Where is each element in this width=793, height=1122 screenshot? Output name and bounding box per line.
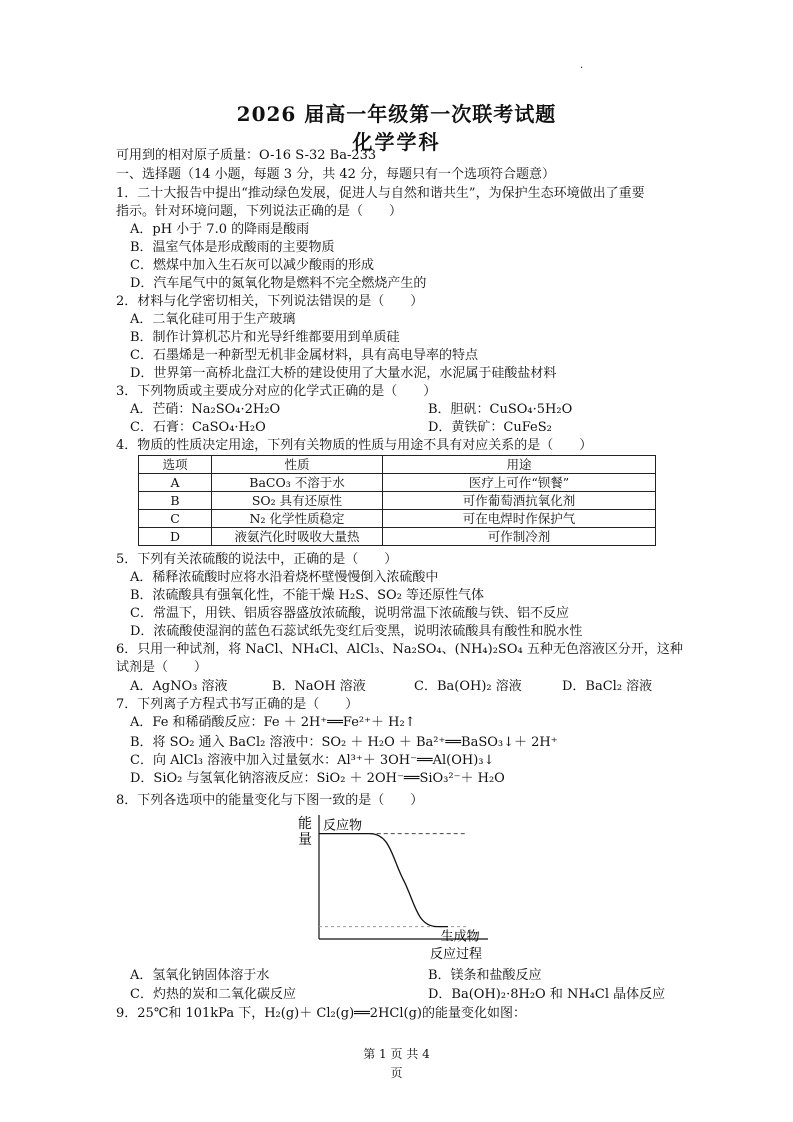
q7-option-c: C．向 AlCl₃ 溶液中加入过量氨水：Al³⁺＋ 3OH⁻══Al(OH)₃↓ [130, 753, 495, 768]
q2-option-c: C．石墨烯是一种新型无机非金属材料，具有高电导率的特点 [130, 348, 478, 363]
y-axis-label-top: 能 [298, 816, 312, 832]
q6-stem-line1: 6．只用一种试剂，将 NaCl、NH₄Cl、AlCl₃、Na₂SO₄、(NH₄)₂SO₄ 五种无色溶液区分开，这种 [116, 642, 683, 657]
page-footer-number: 第 1 页 共 4 [363, 1047, 430, 1061]
q1-option-d: D．汽车尾气中的氮氧化物是燃料不完全燃烧产生的 [130, 276, 427, 291]
q8-option-c: C．灼热的炭和二氧化碳反应 [130, 987, 296, 1002]
q4-header-option: 选项 [139, 456, 212, 474]
q2-option-d: D．世界第一高桥北盘江大桥的建设使用了大量水泥，水泥属于硅酸盐材料 [130, 366, 557, 381]
q8-option-a: A．氢氧化钠固体溶于水 [130, 968, 270, 983]
q5-stem: 5．下列有关浓硫酸的说法中，正确的是（ ） [116, 552, 398, 567]
q4-cell: 可在电焊时作保护气 [383, 510, 656, 528]
q7-option-a: A．Fe 和稀硝酸反应：Fe ＋ 2H⁺══Fe²⁺＋ H₂↑ [130, 715, 416, 730]
energy-curve [319, 834, 448, 927]
reactant-label: 反应物 [323, 818, 363, 834]
q8-option-b: B．镁条和盐酸反应 [428, 968, 542, 983]
q4-cell: C [139, 510, 212, 528]
atomic-mass-line: 可用到的相对原子质量：O-16 S-32 Ba-233 [116, 148, 377, 163]
q4-header-use: 用途 [383, 456, 656, 474]
corner-mark: . [580, 60, 584, 71]
q1-option-b: B．温室气体是形成酸雨的主要物质 [130, 240, 335, 255]
table-row [139, 528, 656, 546]
q6-option-c: C．Ba(OH)₂ 溶液 [414, 679, 522, 694]
q3-option-d: D．黄铁矿：CuFeS₂ [428, 420, 552, 435]
subject-title: 化学学科 [352, 130, 441, 154]
q2-stem: 2．材料与化学密切相关，下列说法错误的是（ ） [116, 294, 424, 309]
q1-option-a: A．pH 小于 7.0 的降雨是酸雨 [130, 222, 310, 237]
q8-stem: 8．下列各选项中的能量变化与下图一致的是（ ） [116, 793, 424, 808]
q6-stem-line2: 试剂是（ ） [116, 660, 208, 675]
q3-option-b: B．胆矾：CuSO₄·5H₂O [428, 402, 573, 417]
q4-cell: SO₂ 具有还原性 [212, 492, 383, 510]
q5-option-d: D．浓硫酸使湿润的蓝色石蕊试纸先变红后变黑，说明浓硫酸具有酸性和脱水性 [130, 624, 583, 639]
q4-table [138, 455, 656, 546]
q4-cell: D [139, 528, 212, 546]
page-footer-suffix: 页 [390, 1066, 403, 1080]
q3-option-a: A．芒硝：Na₂SO₄·2H₂O [130, 402, 281, 417]
x-axis-label: 反应过程 [430, 947, 483, 962]
q1-stem-line1: 1．二十大报告中提出“推动绿色发展，促进人与自然和谐共生”，为保护生态环境做出了重要 [116, 186, 645, 201]
q6-option-b: B．NaOH 溶液 [272, 679, 366, 694]
q7-option-b: B．将 SO₂ 通入 BaCl₂ 溶液中：SO₂ ＋ H₂O ＋ Ba²⁺══BaSO₃↓＋ 2H⁺ [130, 735, 558, 750]
y-axis-label-bottom: 量 [298, 832, 312, 848]
q7-option-d: D．SiO₂ 与氢氧化钠溶液反应：SiO₂ ＋ 2OH⁻══SiO₃²⁻＋ H₂O [130, 771, 505, 786]
exam-title: 2026 届高一年级第一次联考试题 [236, 102, 557, 126]
product-label: 生成物 [440, 929, 480, 945]
q5-option-a: A．稀释浓硫酸时应将水沿着烧杯壁慢慢倒入浓硫酸中 [130, 570, 439, 585]
q4-cell: N₂ 化学性质稳定 [212, 510, 383, 528]
q4-cell: BaCO₃ 不溶于水 [212, 474, 383, 492]
q8-option-d: D．Ba(OH)₂·8H₂O 和 NH₄Cl 晶体反应 [428, 987, 666, 1002]
table-row [139, 510, 656, 528]
q3-option-c: C．石膏：CaSO₄·H₂O [130, 420, 266, 435]
q4-cell: 医疗上可作“钡餐” [383, 474, 656, 492]
table-row [139, 474, 656, 492]
energy-diagram [290, 810, 500, 962]
q1-stem-line2: 指示。针对环境问题，下列说法正确的是（ ） [116, 204, 403, 219]
q4-cell: 可作制冷剂 [383, 528, 656, 546]
q4-cell: 液氨汽化时吸收大量热 [212, 528, 383, 546]
q4-cell: B [139, 492, 212, 510]
q4-cell: A [139, 474, 212, 492]
q5-option-c: C．常温下，用铁、铝质容器盛放浓硫酸，说明常温下浓硫酸与铁、铝不反应 [130, 606, 569, 621]
q4-cell: 可作葡萄酒抗氧化剂 [383, 492, 656, 510]
table-row [139, 492, 656, 510]
q1-option-c: C．燃煤中加入生石灰可以减少酸雨的形成 [130, 258, 374, 273]
q6-option-d: D．BaCl₂ 溶液 [562, 679, 653, 694]
q9-stem: 9．25℃和 101kPa 下，H₂(g)＋ Cl₂(g)══2HCl(g)的能量变化如图： [116, 1006, 526, 1021]
q2-option-b: B．制作计算机芯片和光导纤维都要用到单质硅 [130, 330, 400, 345]
q2-option-a: A．二氧化硅可用于生产玻璃 [130, 312, 296, 327]
q3-stem: 3．下列物质或主要成分对应的化学式正确的是（ ） [116, 384, 437, 399]
q4-stem: 4．物质的性质决定用途，下列有关物质的性质与用途不具有对应关系的是（ ） [116, 438, 593, 453]
q4-header-property: 性质 [212, 456, 383, 474]
q4-table-header [139, 456, 656, 474]
q7-stem: 7．下列离子方程式书写正确的是（ ） [116, 697, 359, 712]
q6-option-a: A．AgNO₃ 溶液 [130, 679, 228, 694]
q5-option-b: B．浓硫酸具有强氧化性，不能干燥 H₂S、SO₂ 等还原性气体 [130, 588, 485, 603]
section-heading: 一、选择题（14 小题，每题 3 分，共 42 分，每题只有一个选项符合题意） [116, 167, 556, 182]
